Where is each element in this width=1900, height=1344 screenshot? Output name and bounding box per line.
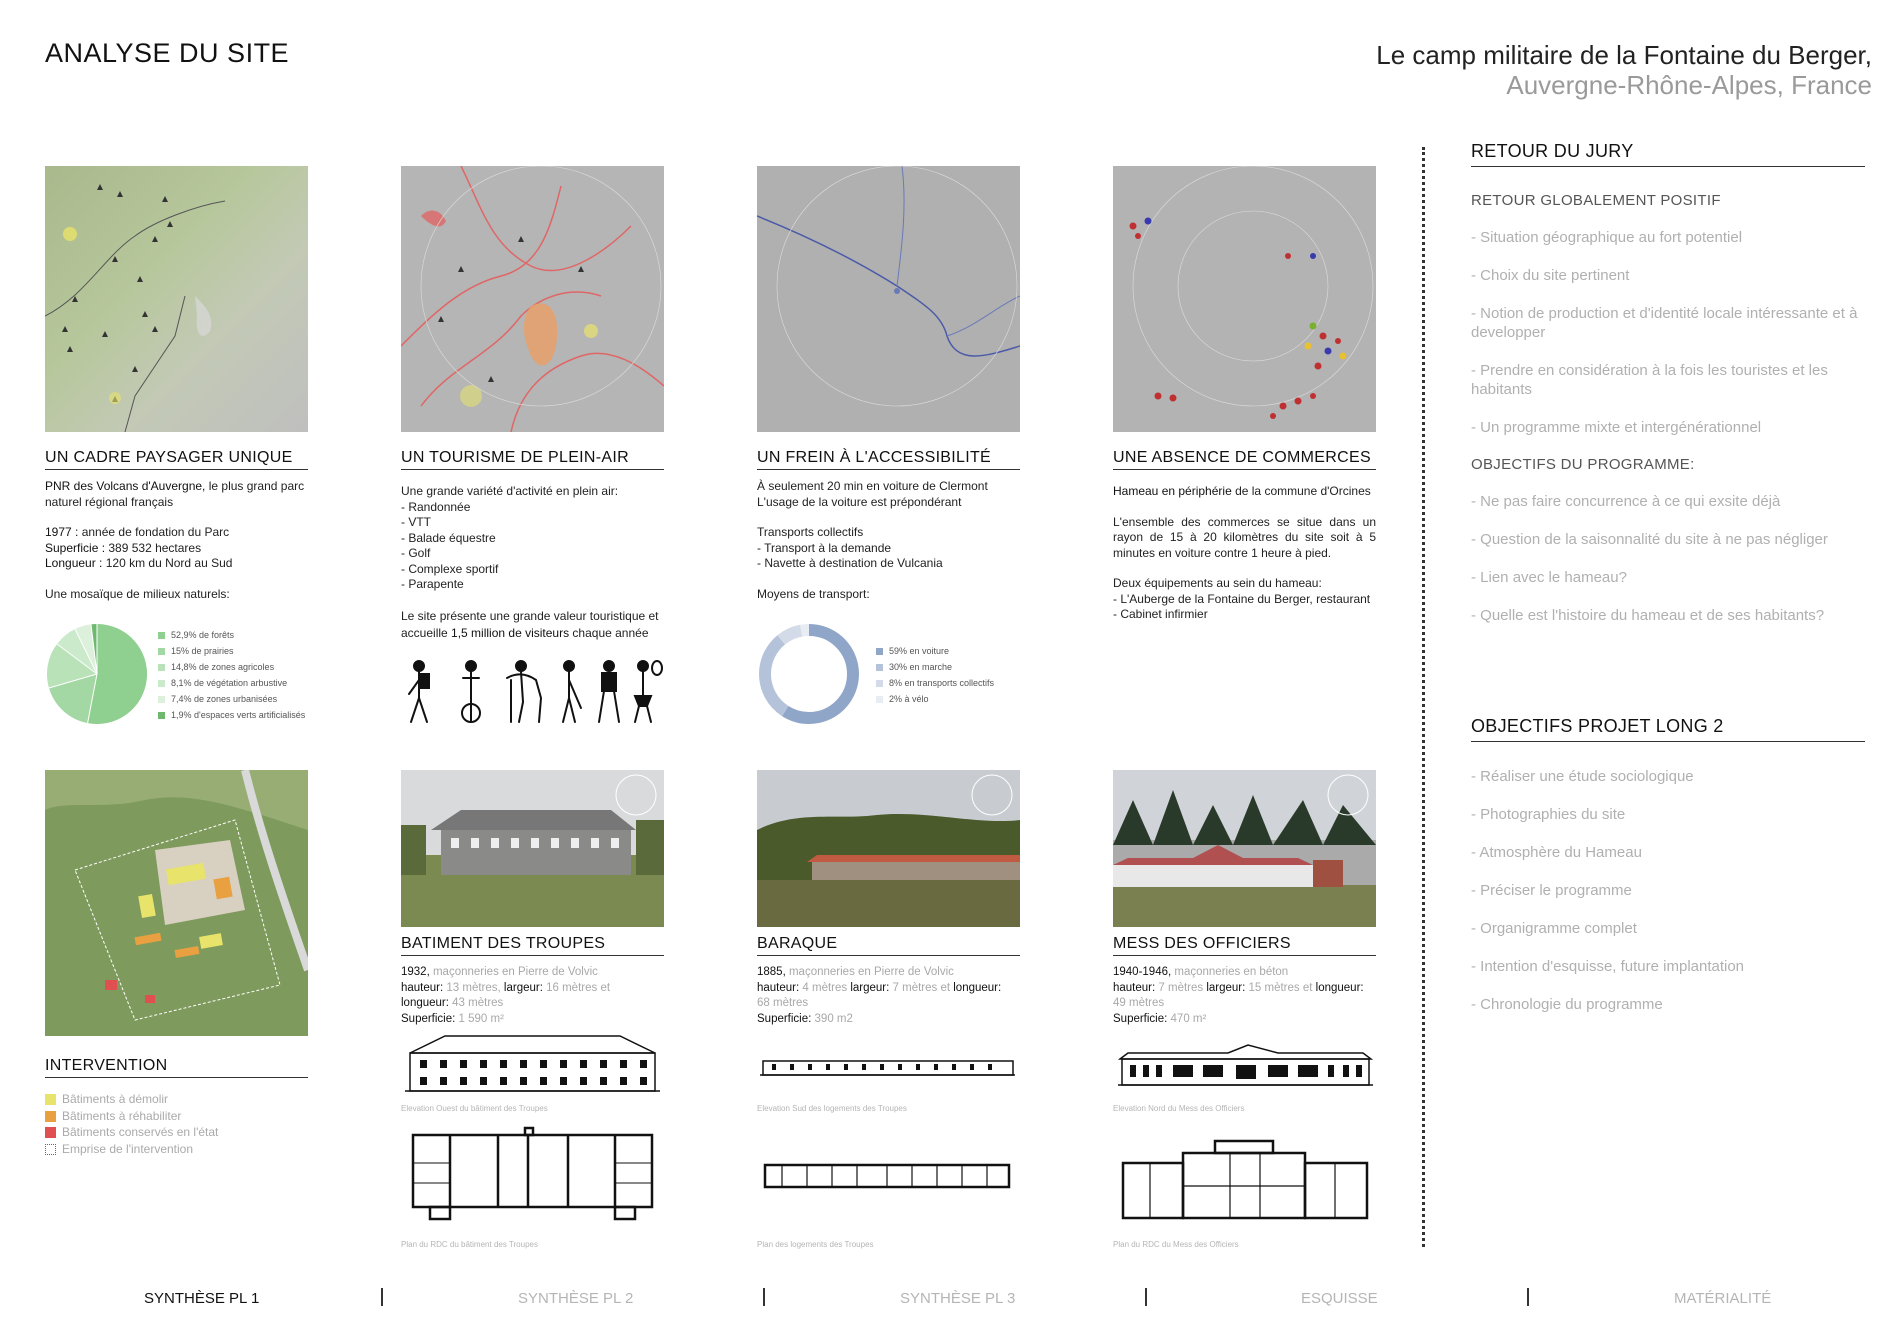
mess-longueur: 49 mètres: [1113, 997, 1165, 1009]
map-tourism: [401, 166, 664, 432]
label-hauteur: hauteur:: [401, 981, 444, 994]
equipment-title: Deux équipements au sein du hameau:: [1113, 576, 1322, 590]
visitors-count: 1,5 million de visiteurs: [451, 625, 570, 640]
jury-title: RETOUR DU JURY: [1471, 141, 1865, 167]
label-superficie: Superficie:: [401, 1012, 456, 1025]
project-objective-item: - Intention d'esquisse, future implantation: [1471, 958, 1745, 975]
jury-panel: [1471, 141, 1865, 625]
length-bold: Longueur :: [45, 556, 103, 570]
troupes-material: maçonneries en Pierre de Volvic: [429, 966, 598, 978]
hamlet-rest: de la commune d'Orcines: [1231, 484, 1371, 498]
baraque-material: maçonneries en Pierre de Volvic: [785, 966, 954, 978]
cyclist-icon: [462, 661, 480, 722]
caption-plan-baraque: Plan des logements des Troupes: [757, 1240, 874, 1249]
tourism-intro: Une grande variété d'activité en plein air:: [401, 484, 619, 498]
subtitle-line-1: Le camp militaire de la Fontaine du Berger,: [1376, 40, 1872, 70]
project-objective-item: - Chronologie du programme: [1471, 996, 1663, 1013]
jury-item: - Notion de production et d'identité locale intéressante et à developper: [1471, 305, 1858, 341]
program-objective-item: - Quelle est l'histoire du hameau et de ses habitants?: [1471, 607, 1825, 624]
mess-largeur: 15 mètres et: [1245, 981, 1313, 994]
nav-divider: [1145, 1288, 1147, 1306]
activity-item: - Balade équestre: [401, 530, 496, 545]
nav-synthese-pl1[interactable]: SYNTHÈSE PL 1: [144, 1290, 260, 1307]
project-objective-item: - Réaliser une étude sociologique: [1471, 768, 1694, 785]
mess-hauteur: 7 mètres: [1155, 981, 1204, 994]
label-longueur: longueur:: [950, 981, 1002, 994]
section-title-landscape: UN CADRE PAYSAGER UNIQUE: [45, 449, 308, 470]
rider-icon: [507, 661, 541, 722]
legend-voiture: 59% en voiture: [889, 646, 950, 656]
park-map-svg: [45, 166, 308, 432]
photo-baraque: [757, 770, 1020, 927]
transports-title: Transports collectifs: [757, 525, 864, 539]
visitors-text-a: Le site présente une grande valeur touristique et accueille: [401, 608, 659, 640]
nav-divider: [763, 1288, 765, 1306]
label-superficie: Superficie:: [757, 1012, 812, 1025]
transport-item: - Transport à la demande: [757, 540, 892, 555]
hiker-icon: [409, 661, 429, 722]
label-hauteur: hauteur:: [757, 981, 800, 994]
section-title-intervention: INTERVENTION: [45, 1057, 308, 1078]
photo-batiment-troupes: [401, 770, 664, 927]
legend-agricoles: 14,8% de zones agricoles: [171, 662, 275, 672]
surface-bold: Superficie :: [45, 540, 106, 555]
legend-demolir: Bâtiments à démolir: [62, 1092, 169, 1106]
troupes-details: [401, 965, 664, 1027]
troupes-superficie: 1 590 m²: [455, 1012, 504, 1025]
project-objectives-title: OBJECTIFS PROJET LONG 2: [1471, 716, 1865, 742]
baraque-details: [757, 965, 1020, 1027]
mess-superficie: 470 m²: [1167, 1012, 1207, 1025]
jury-subtitle: RETOUR GLOBALEMENT POSITIF: [1471, 192, 1721, 209]
troupes-longueur: 43 mètres: [448, 997, 504, 1009]
commerce-map-svg: [1113, 166, 1376, 432]
program-objective-item: - Question de la saisonnalité du site à ne pas négliger: [1471, 531, 1828, 548]
transport-item: - Navette à destination de Vulcania: [757, 556, 943, 570]
legend-urbanisees: 7,4% de zones urbanisées: [171, 694, 278, 704]
section-title-baraque: BARAQUE: [757, 935, 1020, 956]
activity-item: - Randonnée: [401, 499, 471, 514]
activity-item: - Parapente: [401, 577, 464, 591]
access-map-svg: [757, 166, 1020, 432]
photo-troupes-svg: [401, 770, 664, 927]
site-plan-svg: [45, 770, 308, 1036]
subtitle-line-2: Auvergne-Rhône-Alpes, France: [1506, 70, 1872, 100]
transport-legend: [876, 643, 994, 707]
site-plan-aerial: [45, 770, 308, 1036]
mess-material: maçonneries en béton: [1171, 966, 1289, 978]
mosaic-label: Une mosaïque de milieux naturels:: [45, 586, 230, 601]
tourism-text: [401, 484, 664, 642]
tourism-map-svg: [401, 166, 664, 432]
landscape-legend: [158, 627, 305, 723]
nav-divider: [381, 1288, 383, 1306]
transport-donut-chart: [757, 622, 861, 726]
jury-item: - Choix du site pertinent: [1471, 267, 1630, 284]
commerce-paragraph: L'ensemble des commerces se situe dans un rayon de 15 à 20 kilomètres du site soit à 5 minutes en voiture contre 1 heure à pied.: [1113, 514, 1376, 560]
section-title-tourism: UN TOURISME DE PLEIN-AIR: [401, 449, 664, 470]
project-objective-item: - Organigramme complet: [1471, 920, 1637, 937]
nav-divider: [1527, 1288, 1529, 1306]
equipment-item: - Cabinet infirmier: [1113, 607, 1208, 621]
map-commerce: [1113, 166, 1376, 432]
plan-mess: [1120, 1138, 1370, 1228]
caption-elevation-mess: Elevation Nord du Mess des Officiers: [1113, 1104, 1245, 1113]
moyens-label: Moyens de transport:: [757, 586, 870, 601]
label-longueur: longueur:: [1312, 981, 1364, 994]
access-text: [757, 479, 1020, 602]
baraque-superficie: 390 m2: [811, 1012, 853, 1025]
label-hauteur: hauteur:: [1113, 981, 1156, 994]
label-longueur: longueur:: [401, 997, 449, 1009]
legend-arbustive: 8,1% de végétation arbustive: [171, 678, 288, 688]
activity-item: - VTT: [401, 515, 431, 529]
caption-plan-troupes: Plan du RDC du bâtiment des Troupes: [401, 1240, 538, 1249]
photo-mess-svg: [1113, 770, 1376, 927]
label-largeur: largeur:: [1203, 981, 1246, 994]
jury-item: - Situation géographique au fort potentiel: [1471, 229, 1743, 246]
nav-synthese-pl2[interactable]: SYNTHÈSE PL 2: [518, 1290, 634, 1307]
legend-prairies: 15% de prairies: [171, 646, 234, 656]
landscape-pie-chart: [45, 622, 149, 726]
jury-item: - Prendre en considération à la fois les touristes et les habitants: [1471, 362, 1828, 398]
mess-year: 1940-1946,: [1113, 966, 1172, 978]
visitors-text-c: chaque année: [569, 625, 649, 640]
activity-item: - Golf: [401, 546, 431, 560]
caption-plan-mess: Plan du RDC du Mess des Officiers: [1113, 1240, 1239, 1249]
pnr-rest: le plus grand parc naturel régional français: [45, 479, 305, 509]
baraque-hauteur: 4 mètres: [799, 981, 848, 994]
program-objective-item: - Ne pas faire concurrence à ce qui exsite déjà: [1471, 493, 1781, 510]
legend-marche: 30% en marche: [889, 662, 953, 672]
hamlet-bold: Hameau en périphérie: [1113, 484, 1232, 498]
elevation-mess: [1118, 1043, 1373, 1088]
legend-rehabiliter: Bâtiments à réhabiliter: [62, 1108, 182, 1123]
section-title-troupes: BATIMENT DES TROUPES: [401, 935, 664, 956]
baraque-longueur: 68 mètres: [757, 997, 809, 1009]
program-objective-item: - Lien avec le hameau?: [1471, 569, 1627, 586]
plan-troupes: [410, 1125, 655, 1227]
troupes-largeur: 16 mètres et: [542, 981, 611, 994]
project-objectives-panel: [1471, 716, 1865, 1014]
troupes-hauteur: 13 mètres,: [443, 981, 501, 994]
legend-emprise: Emprise de l'intervention: [62, 1141, 194, 1156]
column-separator: [1422, 147, 1425, 1247]
access-line-2: L'usage de la voiture est prépondérant: [757, 494, 962, 509]
photo-baraque-svg: [757, 770, 1020, 927]
golfer-icon: [563, 661, 581, 722]
landscape-text: [45, 479, 308, 602]
legend-forets: 52,9% de forêts: [171, 630, 235, 640]
nav-synthese-pl3[interactable]: SYNTHÈSE PL 3: [900, 1290, 1016, 1307]
label-largeur: largeur:: [500, 981, 543, 994]
activity-pictograms: [401, 658, 664, 726]
page-title: ANALYSE DU SITE: [45, 38, 290, 68]
year-rest: année de fondation du Parc: [78, 525, 230, 539]
nav-esquisse[interactable]: ESQUISSE: [1301, 1290, 1378, 1307]
surface-rest: 389 532 hectares: [105, 540, 202, 555]
section-title-commerce: UNE ABSENCE DE COMMERCES: [1113, 449, 1376, 470]
year-bold: 1977 :: [45, 525, 79, 539]
tennis-icon: [635, 661, 662, 722]
map-park: [45, 166, 308, 432]
jury-item: - Un programme mixte et intergénérationnel: [1471, 419, 1762, 436]
elevation-baraque: [760, 1055, 1015, 1079]
runner-icon: [599, 661, 619, 722]
project-objective-item: - Préciser le programme: [1471, 882, 1632, 899]
program-objectives-title: OBJECTIFS DU PROGRAMME:: [1471, 456, 1695, 473]
troupes-year: 1932,: [401, 966, 430, 978]
project-objective-item: - Atmosphère du Hameau: [1471, 844, 1642, 861]
baraque-year: 1885,: [757, 966, 786, 978]
section-title-mess: MESS DES OFFICIERS: [1113, 935, 1376, 956]
legend-collectifs: 8% en transports collectifs: [889, 678, 995, 688]
plan-baraque: [762, 1162, 1012, 1192]
page-subtitle: [1376, 40, 1872, 100]
photo-mess-officiers: [1113, 770, 1376, 927]
section-title-access: UN FREIN À L'ACCESSIBILITÉ: [757, 449, 1020, 470]
intervention-legend: [45, 1091, 218, 1157]
caption-elevation-troupes: Elevation Ouest du bâtiment des Troupes: [401, 1104, 548, 1113]
caption-elevation-baraque: Elevation Sud des logements des Troupes: [757, 1104, 907, 1113]
elevation-troupes: [405, 1033, 660, 1093]
label-superficie: Superficie:: [1113, 1012, 1168, 1025]
mess-details: [1113, 965, 1376, 1027]
activity-item: - Complexe sportif: [401, 561, 499, 576]
commerce-text: [1113, 484, 1376, 623]
label-largeur: largeur:: [847, 981, 890, 994]
legend-espaces-verts: 1,9% d'espaces verts artificialisés: [171, 710, 306, 720]
legend-conserves: Bâtiments conservés en l'état: [62, 1125, 219, 1139]
baraque-largeur: 7 mètres et: [889, 981, 951, 994]
access-line-1: À seulement 20 min en voiture de Clermont: [757, 479, 988, 493]
legend-velo: 2% à vélo: [889, 694, 929, 704]
equipment-item: - L'Auberge de la Fontaine du Berger, restaurant: [1113, 591, 1371, 606]
project-objective-item: - Photographies du site: [1471, 806, 1626, 823]
length-rest: 120 km du Nord au Sud: [102, 556, 233, 570]
pnr-bold: PNR des Volcans d'Auvergne,: [45, 479, 206, 493]
map-access: [757, 166, 1020, 432]
nav-materialite[interactable]: MATÉRIALITÉ: [1674, 1290, 1772, 1307]
